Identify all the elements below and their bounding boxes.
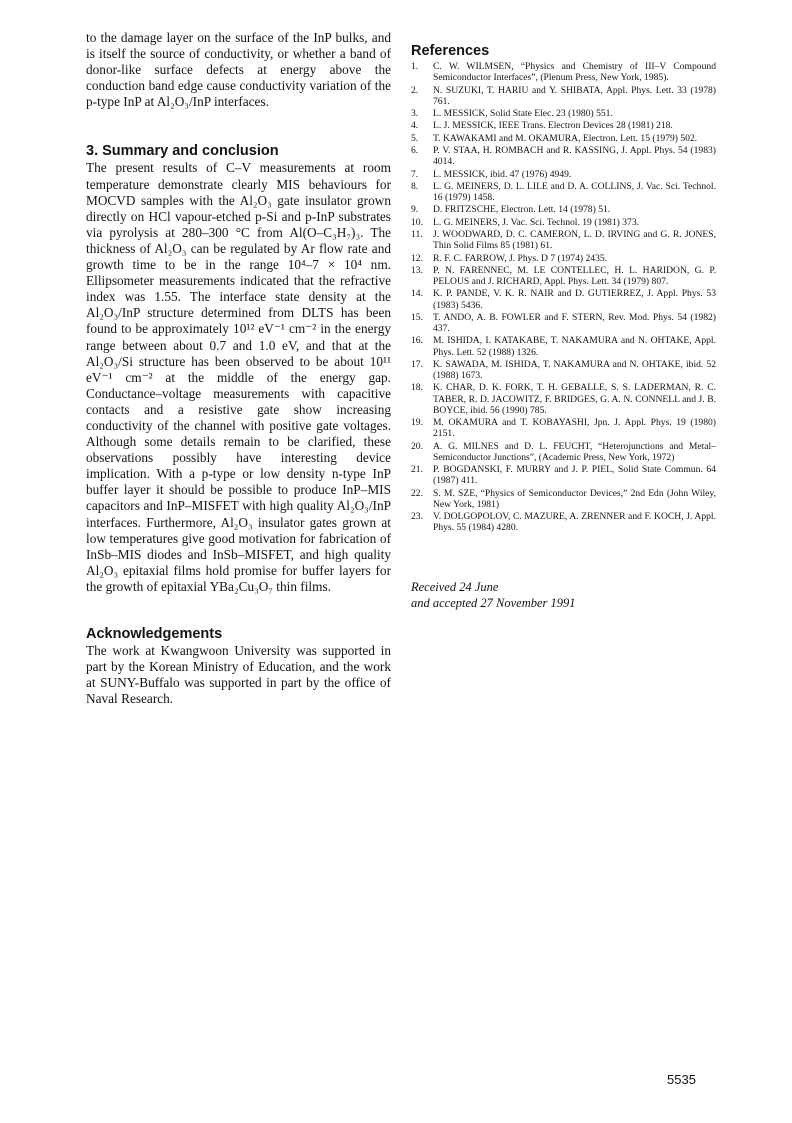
- accepted-line: and accepted 27 November 1991: [411, 596, 576, 611]
- received-line: Received 24 June: [411, 580, 499, 595]
- reference-text: L. MESSICK, Solid State Elec. 23 (1980) 551.: [433, 108, 613, 119]
- reference-item: [411, 441, 716, 463]
- reference-text: K. SAWADA, M. ISHIDA, T. NAKAMURA and N. OHTAKE, ibid. 52 (1988) 1673.: [433, 358, 716, 382]
- reference-number: 6.: [411, 145, 419, 157]
- reference-item: [411, 288, 716, 310]
- references-heading: References: [411, 43, 490, 59]
- reference-number: 1.: [411, 61, 419, 72]
- acknowledgements-heading: Acknowledgements: [86, 626, 223, 642]
- reference-list: [411, 61, 716, 533]
- summary-heading: 3. Summary and conclusion: [86, 143, 279, 160]
- received-dates: [411, 579, 716, 611]
- reference-text: S. M. SZE, “Physics of Semiconductor Devices,” 2nd Edn (John Wiley, New York, 1981): [433, 487, 716, 510]
- reference-item: [411, 108, 716, 119]
- reference-number: 17.: [411, 358, 423, 370]
- reference-text: D. FRITZSCHE, Electron. Lett. 14 (1978) 51.: [433, 204, 611, 216]
- reference-number: 21.: [411, 464, 423, 476]
- reference-item: [411, 133, 716, 144]
- reference-item: [411, 312, 716, 334]
- reference-number: 19.: [411, 417, 423, 429]
- reference-text: P. V. STAA, H. ROMBACH and R. KASSING, J. Appl. Phys. 54 (1983) 4014.: [433, 145, 716, 168]
- reference-item: [411, 181, 716, 203]
- reference-text: M. OKAMURA and T. KOBAYASHI, Jpn. J. Appl. Phys. 19 (1980) 2151.: [433, 417, 716, 440]
- reference-number: 15.: [411, 311, 423, 323]
- reference-number: 23.: [411, 511, 423, 523]
- reference-text: T. KAWAKAMI and M. OKAMURA, Electron. Lett. 15 (1979) 502.: [433, 132, 698, 144]
- reference-text: P. BOGDANSKI, F. MURRY and J. P. PIEL, Solid State Commun. 64 (1987) 411.: [433, 464, 716, 487]
- reference-number: 18.: [411, 382, 423, 394]
- reference-text: L. MESSICK, ibid. 47 (1976) 4949.: [433, 168, 572, 180]
- reference-number: 11.: [411, 229, 423, 241]
- reference-text: K. P. PANDE, V. K. R. NAIR and D. GUTIERREZ, J. Appl. Phys. 53 (1983) 5436.: [433, 288, 716, 311]
- summary-paragraph: The present results of C–V measurements at room temperature demonstrate clearly MIS behaviours for MOCVD samples with the Al₂O₃ gate insulator grown directly on HCl vapour-etched p-Si and p-InP substrates via pyrolysis at 280–300 °C from Al(O–C₃H₇)₃. The thickness of Al₂O₃ can be regulated by Ar flow rate and growth time to be in the range 10⁴–7 × 10⁴ nm. Ellipsometer measurements indicated that the refractive index was 1.55. The interface state density at the Al₂O₃/InP structure determined from DLTS has been found to be approximately 10¹² eV⁻¹ cm⁻² in the energy range between about 0.7 and 1.0 eV, and that at the Al₂O₃/Si structure has been observed to be about 10¹¹ eV⁻¹ cm⁻² at the middle of the energy gap. Conductance–voltage measurements with capacitive contacts and a resistive gate show increasing conductivity of the channel with positive gate voltages. Although some details remain to be clarified, these observations possibly have interesting device implication. With a p-type or low density n-type InP buffer layer it should be possible to produce InP–MIS capacitors and InP–MISFET with high quality Al₂O₃/InP interfaces. Furthermore, Al₂O₃ insulator gates grown at low temperatures give good motivation for fabrication of InSb–MIS diodes and InSb–MISFET, and high quality Al₂O₃ epitaxial films hold promise for buffer layers for the growth of epitaxial YBa₂Cu₃O₇ thin films.: [86, 160, 391, 594]
- reference-text: M. ISHIDA, I. KATAKABE, T. NAKAMURA and N. OHTAKE, Appl. Phys. Lett. 52 (1988) 1326.: [433, 335, 716, 358]
- page-number: 5535: [667, 1072, 696, 1087]
- reference-text: L. G. MEINERS, J. Vac. Sci. Technol. 19 (1981) 373.: [433, 216, 640, 228]
- reference-number: 22.: [411, 487, 423, 499]
- reference-number: 3.: [411, 108, 419, 119]
- reference-text: P. N. FARENNEC, M. LE CONTELLEC, H. L. HARIDON, G. P. PELOUS and J. RICHARD, Appl. Phys. Lett. 34 (1979) 807.: [433, 264, 716, 288]
- reference-text: T. ANDO, A. B. FOWLER and F. STERN, Rev. Mod. Phys. 54 (1982) 437.: [433, 311, 716, 335]
- reference-item: [411, 120, 716, 131]
- reference-text: C. W. WILMSEN, “Physics and Chemistry of III–V Compound Semiconductor Interfaces”, (Plenum Press, New York, 1985).: [433, 61, 716, 84]
- reference-text: A. G. MILNES and D. L. FEUCHT, “Heterojunctions and Metal–Semiconductor Junctions”, (Academic Press, New York, 1972): [433, 440, 716, 463]
- acknowledgements-paragraph: The work at Kwangwoon University was supported in part by the Korean Ministry of Education, and the work at SUNY-Buffalo was supported in part by the office of Naval Research.: [86, 643, 391, 707]
- reference-item: [411, 335, 716, 357]
- reference-number: 20.: [411, 440, 423, 452]
- reference-number: 7.: [411, 168, 419, 180]
- reference-number: 8.: [411, 180, 419, 192]
- left-column: [86, 30, 391, 707]
- reference-text: L. J. MESSICK, IEEE Trans. Electron Devices 28 (1981) 218.: [433, 120, 673, 132]
- intro-paragraph: to the damage layer on the surface of the InP bulks, and is itself the source of conductivity, or whether a band of donor-like surface defects at energy above the conduction band edge cause conductivity variation of the p-type InP at Al₂O₃/InP interfaces.: [86, 30, 391, 110]
- reference-item: [411, 265, 716, 287]
- reference-item: [411, 61, 716, 83]
- reference-text: J. WOODWARD, D. C. CAMERON, L. D. IRVING and G. R. JONES, Thin Solid Films 85 (1981) 61.: [433, 229, 716, 252]
- reference-item: [411, 488, 716, 510]
- right-column: [411, 42, 716, 611]
- reference-item: [411, 253, 716, 264]
- reference-number: 14.: [411, 288, 423, 300]
- reference-number: 16.: [411, 335, 423, 347]
- reference-text: K. CHAR, D. K. FORK, T. H. GEBALLE, S. S. LADERMAN, R. C. TABER, R. D. JACOWITZ, F. BRIDGES, G. A. N. CONNELL and J. B. BOYCE, ibid. 56 (1990) 785.: [433, 382, 716, 416]
- reference-item: [411, 145, 716, 167]
- reference-number: 4.: [411, 120, 419, 132]
- reference-item: [411, 359, 716, 381]
- reference-item: [411, 85, 716, 107]
- reference-item: [411, 169, 716, 180]
- reference-number: 12.: [411, 252, 423, 264]
- reference-item: [411, 217, 716, 228]
- reference-item: [411, 464, 716, 486]
- reference-number: 9.: [411, 204, 419, 216]
- reference-number: 13.: [411, 264, 423, 276]
- reference-item: [411, 204, 716, 215]
- reference-text: V. DOLGOPOLOV, C. MAZURE, A. ZRENNER and F. KOCH, J. Appl. Phys. 55 (1984) 4280.: [433, 511, 716, 534]
- reference-number: 10.: [411, 216, 423, 228]
- reference-text: L. G. MEINERS, D. L. LILE and D. A. COLLINS, J. Vac. Sci. Technol. 16 (1979) 1458.: [433, 180, 716, 204]
- reference-text: N. SUZUKI, T. HARIU and Y. SHIBATA, Appl. Phys. Lett. 33 (1978) 761.: [433, 84, 716, 107]
- reference-text: R. F. C. FARROW, J. Phys. D 7 (1974) 2435.: [433, 252, 608, 264]
- reference-item: [411, 382, 716, 415]
- reference-number: 5.: [411, 132, 419, 144]
- reference-item: [411, 417, 716, 439]
- reference-number: 2.: [411, 84, 419, 96]
- reference-item: [411, 229, 716, 251]
- reference-item: [411, 511, 716, 533]
